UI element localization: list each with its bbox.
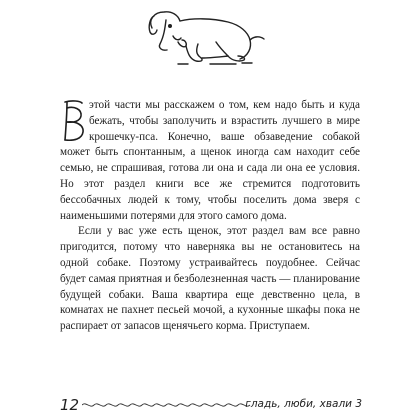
page-number: 12 <box>60 396 80 414</box>
running-head: гладь, люби, хвали 3 <box>245 398 362 410</box>
paragraph-1 <box>60 98 360 224</box>
page-footer <box>60 398 362 416</box>
paragraph-1-text: этой части мы расскажем о том, кем надо быть и куда бежать, чтобы заполучить и взрастить лучшего в мире крошечку-пса. Конечно, ваше обзаведение собакой может быть спонтанным, а щенок иногда сам находит себе семью, не спрашивая, готова ли она и сада ли она ее условия. Но этот раздел книги все же стремится подготовить бессобачных людей к тому, чтобы поселить дома зверя с наименьшими потерями для этого самого дома. <box>60 99 360 222</box>
puppy-illustration <box>140 6 270 66</box>
body-text <box>60 98 360 335</box>
decorative-squiggle-line <box>82 400 252 410</box>
drop-cap-letter <box>60 99 86 143</box>
paragraph-2: Если у вас уже есть щенок, этот раздел вам все равно пригодится, потому что наверняка вы не остановитесь на одной собаке. Поэтому устраивайтесь поудобнее. Сейчас будет самая приятная и безболезненная часть — планирование будущей собаки. Ваша квартира еще девственно цела, в комнатах не пахнет песьей мочой, а кухонные шкафы пока не распирает от запасов щенячьего корма. Приступаем. <box>60 225 360 333</box>
